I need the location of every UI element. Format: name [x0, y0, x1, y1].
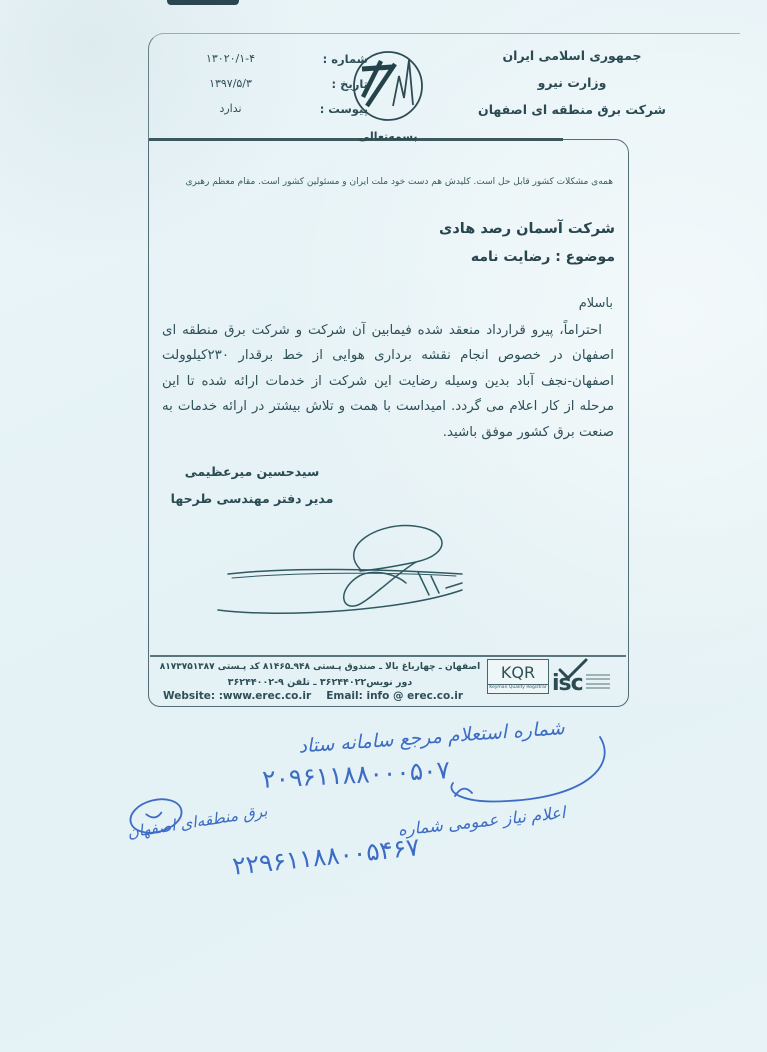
salutation: باسلام — [578, 296, 613, 311]
kqr-caption: Keyman Quality Registrar — [489, 685, 547, 690]
footer-website: Website: :www.erec.co.ir — [163, 690, 312, 702]
recipient-name: شرکت آسمان رصد هادی — [439, 221, 615, 237]
isc-caption-lines — [586, 674, 610, 697]
footer-address: اصفهان ـ چهارباغ بالا ـ صندوق پـستی ۹۴۸ـ۸۱۴۶۵ کد پـستی ۸۱۷۳۷۵۱۳۸۷ — [159, 662, 481, 672]
signer-name: سیدحسین میرعظیمی — [184, 464, 320, 479]
field-number — [158, 46, 368, 71]
footer-email: Email: info @ erec.co.ir — [326, 690, 463, 702]
footer-phones: دور نویس۳۶۲۴۴۰۲۲ ـ تلفن ۹-۳۶۲۴۴۰۰۲ — [227, 677, 413, 688]
attachment-label: پیوست : — [319, 101, 368, 116]
letter-body-paragraph: احتراماً، پیرو قرارداد منعقد شده فیمابین آن شرکت و شرکت برق منطقه ای اصفهان در خصوص انجام نقشه برداری هوایی از خط برقدار ۲۳۰کیلوولت اصفهان-نجف آباد بدین وسیله رضایت این شرکت از خدمات ارائه شده تا این مرحله از کار اعلام می گردد. امیداست با همت و تلاش بیشتر در ارائه خدمات به صنعت برق کشور موفق باشید. — [162, 323, 614, 440]
handwritten-public-need-text: اعلام نیاز عمومی شماره — [396, 803, 567, 840]
org-name-block — [438, 42, 706, 123]
isc-certification-logo — [552, 650, 616, 696]
isc-letters: isc — [552, 672, 583, 696]
handwritten-company-note-text: برق منطقه‌ای اصفهان — [126, 801, 269, 842]
handwritten-setad-reference-text: شماره استعلام مرجع سامانه ستاد — [297, 717, 566, 758]
handwritten-signature — [210, 514, 475, 614]
leader-quote-line: همه‌ی مشکلات کشور قابل حل است. کلیدش هم دست خود ملت ایران و مسئولین کشور است. مقام معظم رهبری — [185, 177, 613, 187]
signer-title: مدیر دفتر مهندسی طرحها — [170, 491, 334, 506]
org-line-ministry: وزارت نیرو — [537, 75, 607, 90]
org-line-country: جمهوری اسلامی ایران — [502, 48, 642, 63]
signature-block — [168, 458, 336, 512]
subject-line: موضوع : رضایت نامه — [470, 249, 615, 265]
scanner-edge-artifact — [167, 0, 239, 5]
attachment-value: ندارد — [219, 102, 242, 115]
footer-web-row — [163, 690, 463, 702]
field-attachment — [158, 96, 368, 121]
field-date — [158, 71, 368, 96]
handwritten-second-reference-number: ۲۲۹۶۱۱۸۸۰۰۵۴۶۷ — [230, 832, 422, 881]
number-value: ۱۳۰۲۰/۱-۴ — [205, 52, 256, 65]
letter-meta-fields — [158, 46, 368, 121]
org-line-company: شرکت برق منطقه ای اصفهان — [478, 102, 666, 117]
handwritten-setad-reference-number: ۲۰۹۶۱۱۸۸۰۰۰۵۰۷ — [261, 755, 451, 794]
isc-checkmark-icon — [558, 658, 588, 680]
number-label: شماره : — [322, 51, 368, 66]
kqr-certification-logo — [487, 659, 549, 694]
kqr-letters: KQR — [500, 663, 536, 682]
date-value: ۱۳۹۷/۵/۳ — [209, 77, 252, 90]
bismillah-text: بسمه‌تعالی — [358, 130, 418, 143]
date-label: تاریخ : — [331, 76, 368, 91]
